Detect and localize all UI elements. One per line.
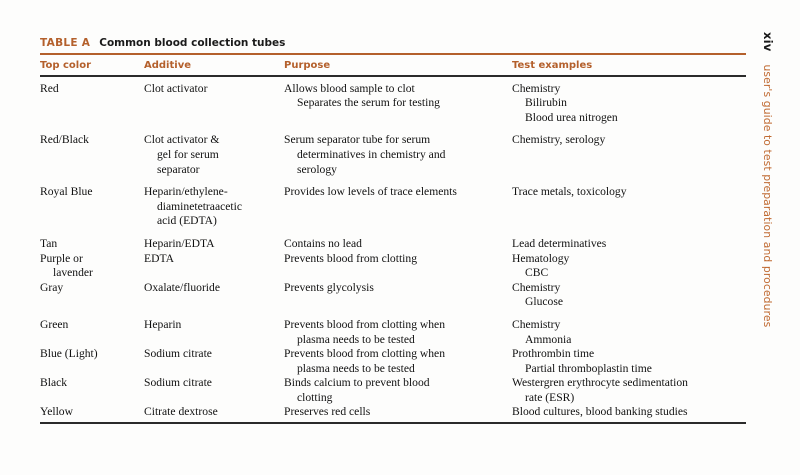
cell-line: Ammonia (525, 332, 572, 346)
cell-line: Prevents blood from clotting when (284, 347, 445, 361)
cell-additive (144, 281, 284, 296)
page-folio: xiv (761, 32, 775, 52)
cell-line: Citrate dextrose (144, 405, 218, 419)
cell-line: Chemistry (512, 317, 561, 331)
cell-line: Serum separator tube for serum (284, 133, 431, 147)
table-bottom-rule (40, 422, 746, 424)
table-body (40, 77, 746, 420)
table-row (40, 237, 746, 252)
running-head-text: user's guide to test preparation and procedures (761, 64, 774, 328)
cell-additive (144, 237, 284, 252)
cell-line: Heparin/ethylene- (144, 185, 228, 199)
cell-purpose (284, 347, 512, 376)
cell-line: Prevents blood from clotting when (284, 317, 445, 331)
column-header-top-color: Top color (40, 60, 92, 71)
cell-purpose (284, 252, 512, 267)
cell-line: Blood urea nitrogen (525, 110, 618, 124)
cell-line: separator (157, 162, 200, 176)
cell-line: Chemistry (512, 280, 561, 294)
cell-line: Chemistry, serology (512, 133, 606, 147)
table-row (40, 185, 746, 237)
cell-line: Oxalate/fluoride (144, 280, 220, 294)
cell-line: Chemistry (512, 81, 561, 95)
cell-purpose (284, 237, 512, 252)
cell-test-examples (512, 318, 746, 347)
table-row (40, 376, 746, 405)
cell-line: Blood cultures, blood banking studies (512, 405, 688, 419)
cell-line: Yellow (40, 405, 73, 419)
cell-test-examples (512, 82, 746, 126)
cell-line: Blue (Light) (40, 347, 98, 361)
cell-line: Contains no lead (284, 236, 362, 250)
cell-test-examples (512, 252, 746, 281)
cell-line: Red (40, 81, 59, 95)
cell-top-color (40, 237, 144, 252)
cell-test-examples (512, 347, 746, 376)
cell-line: Prothrombin time (512, 347, 595, 361)
table-row (40, 133, 746, 185)
table-row (40, 347, 746, 376)
cell-line: serology (297, 162, 337, 176)
cell-purpose (284, 318, 512, 347)
cell-purpose (284, 405, 512, 420)
cell-line: determinatives in chemistry and (297, 147, 446, 161)
cell-line: Sodium citrate (144, 376, 212, 390)
cell-top-color (40, 376, 144, 391)
cell-additive (144, 82, 284, 97)
cell-top-color (40, 281, 144, 296)
table-header-row (40, 55, 746, 75)
cell-additive (144, 347, 284, 362)
table-caption-label: TABLE A (40, 37, 91, 49)
cell-test-examples (512, 376, 746, 405)
cell-line: Royal Blue (40, 185, 93, 199)
cell-line: diaminetetraacetic (157, 199, 242, 213)
cell-test-examples (512, 281, 746, 310)
cell-top-color (40, 347, 144, 362)
cell-line: Gray (40, 280, 64, 294)
column-header-test-examples: Test examples (512, 60, 593, 71)
cell-line: Partial thromboplastin time (525, 361, 652, 375)
cell-line: plasma needs to be tested (297, 332, 415, 346)
column-header-additive: Additive (144, 60, 191, 71)
cell-line: Prevents blood from clotting (284, 251, 417, 265)
table-row (40, 281, 746, 318)
table-row (40, 318, 746, 347)
cell-line: Clot activator & (144, 133, 220, 147)
cell-test-examples (512, 133, 746, 148)
table-caption-title: Common blood collection tubes (99, 37, 286, 49)
table-row (40, 82, 746, 134)
cell-line: Binds calcium to prevent blood (284, 376, 430, 390)
table-caption (40, 36, 746, 53)
cell-line: Westergren erythrocyte sedimentation (512, 376, 688, 390)
cell-line: Provides low levels of trace elements (284, 185, 457, 199)
cell-line: rate (ESR) (525, 390, 575, 404)
cell-line: Sodium citrate (144, 347, 212, 361)
cell-line: Glucose (525, 295, 563, 309)
cell-purpose (284, 133, 512, 177)
cell-test-examples (512, 237, 746, 252)
cell-top-color (40, 318, 144, 333)
page-margin-running-head (757, 28, 785, 448)
cell-line: gel for serum (157, 147, 219, 161)
cell-line: Clot activator (144, 81, 208, 95)
cell-line: Hematology (512, 251, 570, 265)
cell-purpose (284, 82, 512, 111)
cell-additive (144, 185, 284, 229)
cell-purpose (284, 185, 512, 200)
cell-top-color (40, 82, 144, 97)
cell-line: Bilirubin (525, 96, 567, 110)
cell-additive (144, 318, 284, 333)
table-row (40, 252, 746, 281)
cell-additive (144, 376, 284, 391)
cell-line: acid (EDTA) (157, 214, 217, 228)
cell-additive (144, 133, 284, 177)
cell-top-color (40, 405, 144, 420)
cell-line: Red/Black (40, 133, 89, 147)
cell-line: EDTA (144, 251, 174, 265)
cell-line: Prevents glycolysis (284, 280, 374, 294)
cell-line: Separates the serum for testing (297, 96, 440, 110)
cell-line: Green (40, 317, 69, 331)
cell-additive (144, 252, 284, 267)
cell-top-color (40, 252, 144, 281)
cell-line: Trace metals, toxicology (512, 185, 627, 199)
cell-additive (144, 405, 284, 420)
table-a (40, 36, 746, 424)
cell-line: Black (40, 376, 68, 390)
cell-line: Lead determinatives (512, 236, 607, 250)
cell-purpose (284, 376, 512, 405)
cell-line: clotting (297, 390, 333, 404)
cell-line: plasma needs to be tested (297, 361, 415, 375)
cell-line: Allows blood sample to clot (284, 81, 415, 95)
cell-line: Heparin (144, 317, 182, 331)
cell-top-color (40, 133, 144, 148)
cell-test-examples (512, 185, 746, 200)
cell-line: Purple or (40, 251, 83, 265)
cell-line: Preserves red cells (284, 405, 371, 419)
column-header-purpose: Purpose (284, 60, 331, 71)
cell-line: CBC (525, 266, 549, 280)
cell-line: Tan (40, 236, 58, 250)
cell-line: lavender (53, 266, 93, 280)
table-row (40, 405, 746, 420)
cell-purpose (284, 281, 512, 296)
cell-test-examples (512, 405, 746, 420)
cell-line: Heparin/EDTA (144, 236, 215, 250)
cell-top-color (40, 185, 144, 200)
